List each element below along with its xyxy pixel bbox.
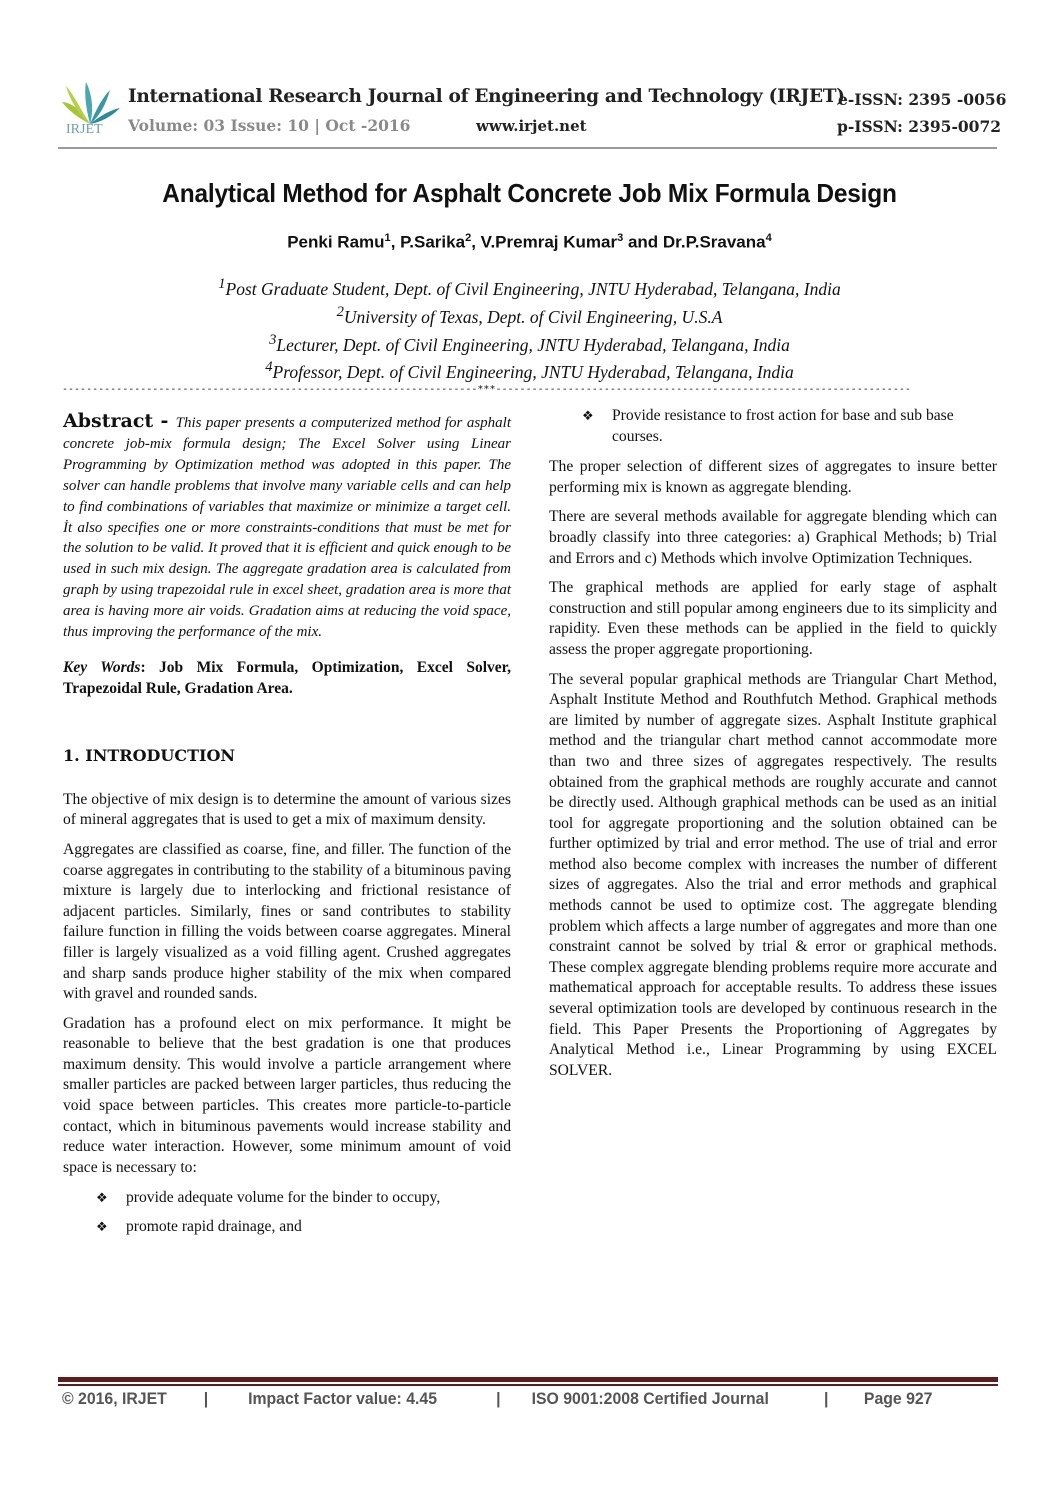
list-item-text: provide adequate volume for the binder to occupy,: [126, 1189, 441, 1207]
bullet-list: [63, 1188, 511, 1237]
leaf-logo-icon: [60, 80, 122, 126]
paragraph: Gradation has a profound elect on mix performance. It might be reasonable to believe that the best gradation is one that produces maximum density. This would involve a particle arrangement where smaller particles are packed between larger particles, thus reducing the void space between particles. This creates more particle-to-particle contact, which in bituminous pavements would increase stability and reduce water interaction. However, some minimum amount of void space is necessary to:: [63, 1014, 511, 1176]
page-footer: [62, 1389, 932, 1409]
diamond-bullet-icon: ❖: [96, 1219, 108, 1235]
iso-certification: ISO 9001:2008 Certified Journal: [531, 1389, 769, 1408]
list-item: [549, 406, 997, 447]
author-sup: 3: [617, 232, 624, 244]
footer-rule: [58, 1377, 998, 1382]
p-issn: p-ISSN: 2395-0072: [837, 117, 1002, 136]
author-sup: 4: [765, 232, 772, 244]
affiliation-sup: 4: [265, 359, 273, 376]
abstract-text: This paper presents a computerized method for asphalt concrete job-mix formula design; The Excel Solver using Linear Programming by Optimization method was adopted in this paper. The solver can handle problems that involve many variable cells and can help to find combinations of variables that maximize or minimize a target cell. İt also specifies one or more constraints-conditions that must be met for the solution to be valid. It proved that it is efficient and quick enough to be used in such mix design. The aggregate gradation area is calculated from graph by using trapezoidal rule in excel sheet, gradation area is more that area is having more air voids. Gradation aims at reducing the void space, thus improving the performance of the mix.: [63, 415, 511, 641]
page-number: Page 927: [863, 1389, 933, 1408]
paragraph: The proper selection of different sizes of aggregates to insure better performing mix is known as aggregate blending.: [549, 458, 997, 496]
paragraph: The objective of mix design is to determine the amount of various sizes of mineral aggregates that is used to get a mix of maximum density.: [63, 790, 511, 829]
paper-title: Analytical Method for Asphalt Concrete Job Mix Formula Design: [162, 178, 897, 208]
affiliation-text: Post Graduate Student, Dept. of Civil Engineering, JNTU Hyderabad, Telangana, India: [225, 278, 841, 299]
author-separator: ,: [390, 232, 401, 252]
list-item: [63, 1188, 511, 1209]
journal-website-link[interactable]: www.irjet.net: [476, 117, 587, 135]
volume-issue: Volume: 03 Issue: 10 | Oct -2016: [128, 116, 411, 135]
section-heading-introduction: 1. INTRODUCTION: [63, 746, 236, 766]
affiliation: [0, 301, 1059, 329]
keywords-label: Key Words: [63, 658, 141, 676]
list-item-text: promote rapid drainage, and: [126, 1218, 302, 1236]
e-issn: e-ISSN: 2395 -0056: [838, 90, 1007, 109]
abstract: [63, 411, 511, 643]
copyright: © 2016, IRJET: [62, 1389, 167, 1408]
author-sup: 1: [384, 232, 391, 244]
paragraph: There are several methods available for aggregate blending which can broadly classify into three categories: a) Graphical Methods; b) Trial and Errors and c) Methods which involve Optimization Techniques.: [549, 508, 997, 567]
footer-divider: |: [203, 1389, 209, 1408]
affiliation-text: Lecturer, Dept. of Civil Engineering, JNTU Hyderabad, Telangana, India: [276, 334, 790, 355]
diamond-bullet-icon: ❖: [582, 408, 594, 423]
footer-divider: |: [824, 1389, 829, 1408]
section-separator: ---------------------------------------------------------------------***---------------------------------------------------------------------: [62, 384, 911, 395]
affiliation-sup: 2: [336, 303, 344, 320]
affiliation: [0, 273, 1059, 301]
author-sup: 2: [465, 232, 472, 244]
footer-rule-thin: [58, 1384, 998, 1386]
keywords: [63, 658, 511, 699]
list-item: [63, 1217, 511, 1238]
affiliation-text: Professor, Dept. of Civil Engineering, JNTU Hyderabad, Telangana, India: [272, 362, 794, 383]
author-list: [0, 232, 1059, 253]
irjet-logo: [60, 80, 122, 140]
author-name: V.Premraj Kumar: [480, 232, 618, 252]
affiliation-sup: 3: [269, 331, 277, 348]
journal-name: International Research Journal of Engineering and Technology (IRJET): [128, 86, 845, 107]
author-separator: ,: [471, 232, 481, 252]
list-item-text: Provide resistance to frost action for base and sub base courses.: [612, 407, 954, 445]
footer-divider: |: [496, 1389, 501, 1408]
paragraph: Aggregates are classified as coarse, fine, and filler. The function of the coarse aggregates in contributing to the stability of a bituminous paving mixture is largely due to interlocking and frictional resistance of adjacent particles. Similarly, fines or sand contributes to stability failure function in filling the voids between coarse aggregates. Mineral filler is largely visualized as a void filling agent. Crushed aggregates and sharp sands produce higher stability of the mix when compared with gravel and rounded sands.: [63, 840, 511, 1003]
affiliation: [0, 356, 1059, 384]
diamond-bullet-icon: ❖: [96, 1190, 108, 1206]
affiliation-sup: 1: [218, 276, 226, 292]
header-divider: [58, 147, 997, 149]
paragraph: The several popular graphical methods are Triangular Chart Method, Asphalt Institute Method and Routhfutch Method. Graphical methods are limited by number of aggregate sizes. Asphalt Institute graphical method and the triangular chart method cannot accommodate more than two and three sizes of aggregates respectively. The results obtained from the graphical methods are roughly accurate and cannot be directly used. Although graphical methods can be used as an initial tool for aggregate proportioning and the solution obtained can be further optimized by trial and error method. The use of trial and error method also become complex with increases the number of different sizes of aggregates. Also the trial and error methods and graphical methods cannot be used to optimize cost. The aggregate blending problem which affects a large number of aggregates and more than one constraint cannot be solved by trial & error or graphical methods. These complex aggregate blending problems require more accurate and mathematical approach for acceptable results. To address these issues several optimization tools are developed by continuous research in the field. This Paper Presents the Proportioning of Aggregates by Analytical Method i.e., Linear Programming by using EXCEL SOLVER.: [549, 670, 997, 1079]
paragraph: The graphical methods are applied for early stage of asphalt construction and still popular among engineers due to its simplicity and rapidity. Even these methods can be applied in the field to quickly assess the proper aggregate proportioning.: [549, 579, 997, 658]
affiliation: [0, 329, 1059, 357]
bullet-list: [549, 406, 997, 447]
author-name: Penki Ramu: [287, 232, 385, 252]
logo-text: IRJET: [66, 122, 103, 137]
impact-factor: Impact Factor value: 4.45: [248, 1389, 437, 1408]
author-name: Dr.P.Sravana: [662, 232, 766, 252]
left-column: [63, 411, 511, 1246]
keywords-text: : Job Mix Formula, Optimization, Excel Solver, Trapezoidal Rule, Gradation Area.: [63, 658, 511, 697]
author-separator: and: [623, 232, 663, 252]
affiliations: [0, 273, 1059, 384]
right-column: [549, 406, 997, 1090]
author-name: P.Sarika: [400, 232, 466, 252]
affiliation-text: University of Texas, Dept. of Civil Engineering, U.S.A: [343, 306, 723, 327]
abstract-label: Abstract -: [63, 410, 176, 432]
